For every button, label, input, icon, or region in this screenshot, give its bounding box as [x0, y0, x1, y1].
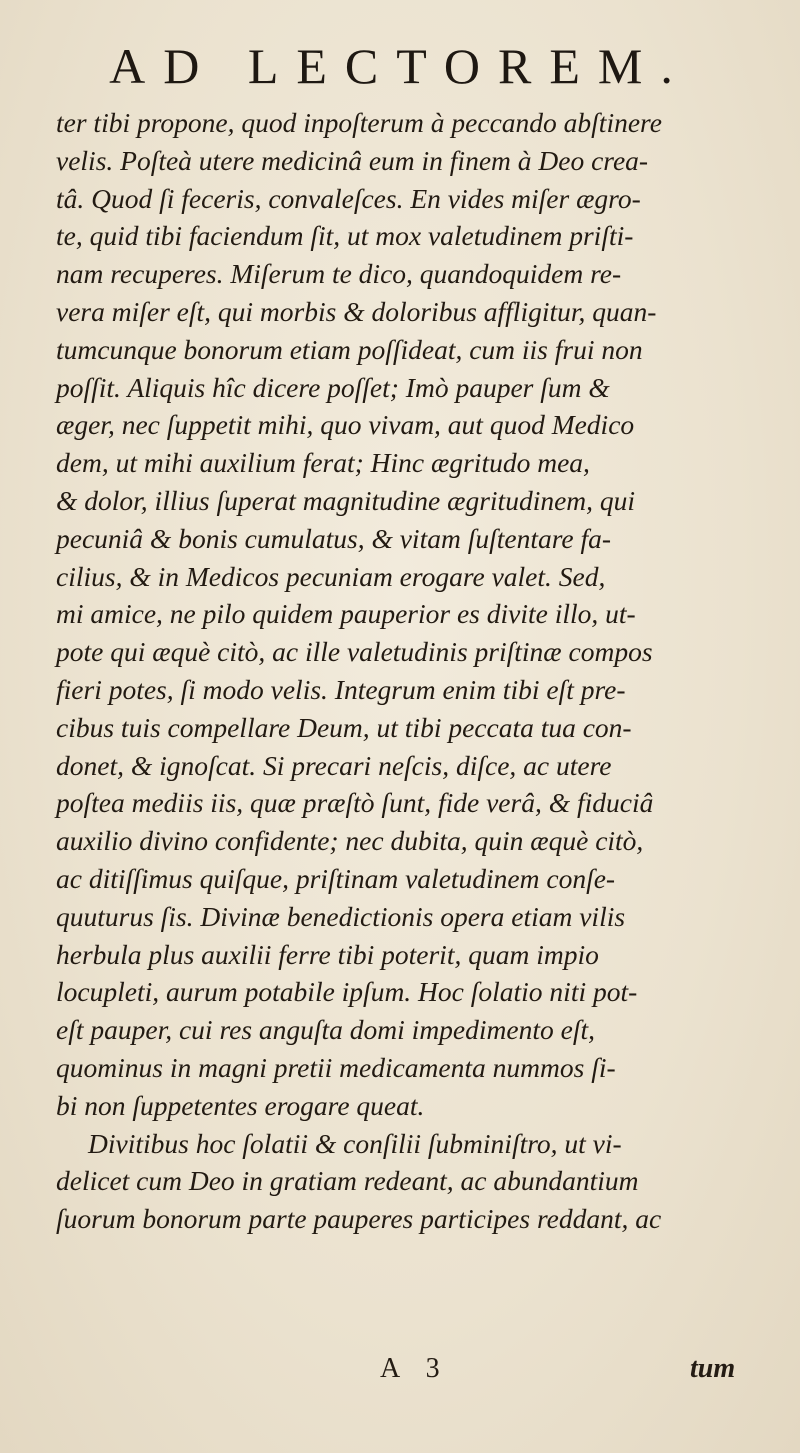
signature-mark: A 3 [380, 1353, 450, 1384]
text-line: dem, ut mihi auxilium ferat; Hinc ægritudo mea, [56, 447, 590, 479]
text-line: tâ. Quod ſi feceris, convaleſces. En vides miſer ægro- [56, 182, 641, 214]
running-header: AD LECTOREM. [109, 38, 691, 94]
text-line: te, quid tibi faciendum ſit, ut mox valetudinem priſti- [56, 220, 634, 252]
text-line: delicet cum Deo in gratiam redeant, ac abundantium [56, 1165, 639, 1197]
catchword: tum [690, 1353, 736, 1384]
text-line: ac ditiſſimus quiſque, priſtinam valetudinem conſe- [56, 862, 616, 894]
text-line: Divitibus hoc ſolatii & conſilii ſubminiſtro, ut vi- [88, 1127, 622, 1159]
text-line: pote qui æquè citò, ac ille valetudinis priſtinæ compos [56, 636, 653, 668]
text-line: poſtea mediis iis, quæ præſtò ſunt, fide verâ, & fiduciâ [56, 787, 654, 819]
text-line: velis. Poſteà utere medicinâ eum in finem à Deo crea- [56, 144, 649, 176]
text-line: donet, & ignoſcat. Si precari neſcis, diſce, ac utere [56, 749, 612, 781]
text-line: mi amice, ne pilo quidem pauperior es divite illo, ut- [56, 598, 636, 630]
text-line: cilius, & in Medicos pecuniam erogare valet. Sed, [56, 560, 606, 592]
text-line: ter tibi propone, quod inpoſterum à peccando abſtinere [56, 107, 662, 138]
body-text [56, 104, 746, 1238]
text-line: quuturus ſis. Divinæ benedictionis opera etiam vilis [56, 900, 626, 932]
text-line: eſt pauper, cui res anguſta domi impedimento eſt, [56, 1014, 595, 1046]
text-line: locupleti, aurum potabile ipſum. Hoc ſolatio niti pot- [56, 976, 638, 1008]
text-line: quominus in magni pretii medicamenta nummos ſi- [56, 1051, 616, 1083]
text-line: pecuniâ & bonis cumulatus, & vitam ſuſtentare fa- [56, 522, 612, 554]
text-line: nam recuperes. Miſerum te dico, quandoquidem re- [56, 258, 622, 290]
text-line: cibus tuis compellare Deum, ut tibi peccata tua con- [56, 711, 632, 743]
text-line: fieri potes, ſi modo velis. Integrum enim tibi eſt pre- [56, 673, 626, 705]
text-line: ſuorum bonorum parte pauperes participes reddant, ac [56, 1203, 662, 1235]
text-line: & dolor, illius ſuperat magnitudine ægritudinem, qui [56, 484, 636, 516]
text-line: æger, nec ſuppetit mihi, quo vivam, aut quod Medico [56, 409, 635, 441]
text-line: tumcunque bonorum etiam poſſideat, cum iis frui non [56, 333, 643, 365]
page-footer [0, 1353, 800, 1393]
text-line: poſſit. Aliquis hîc dicere poſſet; Imò pauper ſum & [56, 371, 610, 403]
text-line: auxilio divino confidente; nec dubita, quin æquè citò, [56, 825, 644, 857]
text-line: vera miſer eſt, qui morbis & doloribus affligitur, quan- [56, 295, 657, 327]
text-line: herbula plus auxilii ferre tibi poterit, quam impio [56, 938, 599, 970]
text-line: bi non ſuppetentes erogare queat. [56, 1089, 425, 1121]
